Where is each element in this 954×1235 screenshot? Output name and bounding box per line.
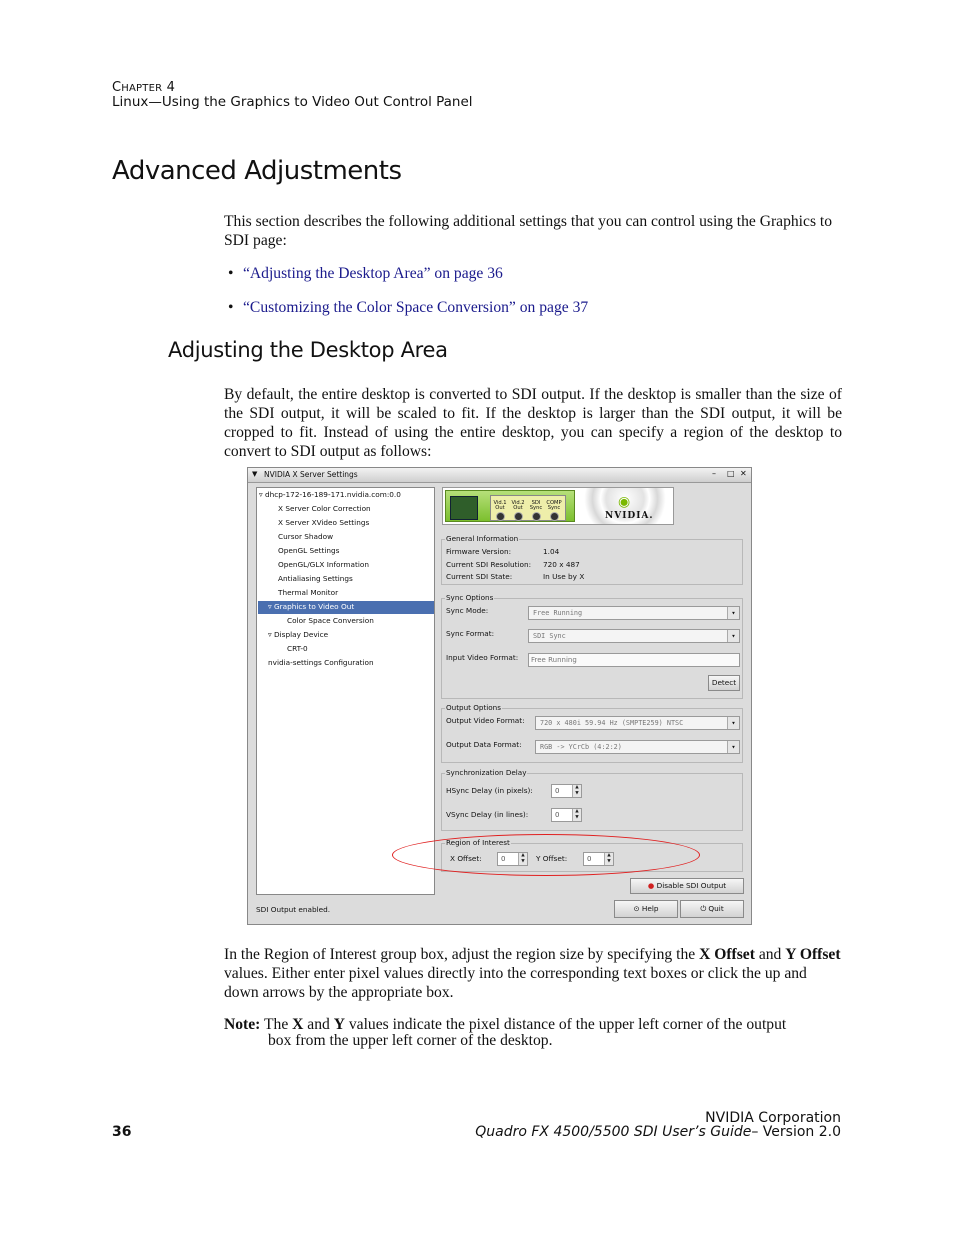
spin-arrows-icon[interactable]: ▲ ▼ <box>572 785 581 797</box>
sync-format-label: Sync Format: <box>446 629 495 638</box>
tree-item-color-correction[interactable]: X Server Color Correction <box>278 504 371 513</box>
tree-item-glx-info[interactable]: OpenGL/GLX Information <box>278 560 369 569</box>
subsection-title: Adjusting the Desktop Area <box>168 338 448 362</box>
footer-company: NVIDIA Corporation <box>705 1110 841 1126</box>
disable-sdi-output-button[interactable]: ● Disable SDI Output <box>630 878 744 894</box>
sync-delay-group <box>441 768 743 831</box>
connector-label: Vid.1 Out <box>493 500 507 511</box>
output-options-group <box>441 703 743 763</box>
minimize-icon[interactable]: – <box>712 469 716 478</box>
tree-item-xvideo[interactable]: X Server XVideo Settings <box>278 518 370 527</box>
general-info-group <box>441 534 743 585</box>
sync-format-combo[interactable]: SDI Sync ▾ <box>528 629 740 643</box>
chevron-down-icon[interactable]: ▾ <box>727 741 739 753</box>
connector-icon <box>514 512 523 521</box>
chapter-subtitle: Linux—Using the Graphics to Video Out Control Panel <box>112 94 473 110</box>
tree-item-opengl[interactable]: OpenGL Settings <box>278 546 340 555</box>
tree-item-display-device[interactable]: ▿ Display Device <box>268 630 329 639</box>
window-title: NVIDIA X Server Settings <box>264 470 358 479</box>
expand-arrow-icon[interactable]: ▿ <box>268 630 272 639</box>
tree-item-configuration[interactable]: nvidia-settings Configuration <box>268 658 374 667</box>
close-icon[interactable]: ✕ <box>740 469 747 478</box>
connector-icon <box>550 512 559 521</box>
nvidia-eye-icon: ◉ <box>618 494 631 510</box>
settings-tree <box>256 487 435 895</box>
group-title: Output Options <box>446 703 501 712</box>
hsync-delay-spinner[interactable]: 0 ▲ ▼ <box>551 784 582 798</box>
group-title: General Information <box>446 534 519 543</box>
tree-item-graphics-to-video-out[interactable]: ▿ Graphics to Video Out <box>268 602 355 611</box>
help-icon: ⊙ <box>633 904 640 913</box>
sdi-state-label: Current SDI State: <box>446 572 513 581</box>
hsync-delay-label: HSync Delay (in pixels): <box>446 786 533 795</box>
maximize-icon[interactable]: □ <box>727 469 735 478</box>
roi-instructions-paragraph: In the Region of Interest group box, adjust the region size by specifying the X Offset and Y Offset values. Either enter pixel values directly into the corresponding text boxes or click the up and down arrows by the appropriate box. <box>224 946 841 1001</box>
connector-label: SDI Sync <box>529 500 543 511</box>
chevron-down-icon[interactable]: ▾ <box>727 717 739 729</box>
tree-item-cursor-shadow[interactable]: Cursor Shadow <box>278 532 334 541</box>
window-titlebar <box>248 468 751 483</box>
intro-paragraph: This section describes the following additional settings that you can control using the Graphics to SDI page: <box>224 213 833 249</box>
firmware-value: 1.04 <box>543 547 560 556</box>
group-title: Synchronization Delay <box>446 768 527 777</box>
expand-arrow-icon[interactable]: ▿ <box>268 602 272 611</box>
stop-icon: ● <box>647 881 655 890</box>
help-button[interactable]: ⊙ Help <box>614 900 678 918</box>
quit-button[interactable]: ⏻ Quit <box>680 900 744 918</box>
chapter-label: CHAPTER 4 <box>112 80 176 95</box>
note-paragraph: Note: The X and Y values indicate the pixel distance of the upper left corner of the output <box>224 1016 787 1033</box>
board-icon <box>450 496 478 520</box>
connector-icon <box>532 512 541 521</box>
vsync-delay-spinner[interactable]: 0 ▲ ▼ <box>551 808 582 822</box>
tree-item-antialiasing[interactable]: Antialiasing Settings <box>278 574 353 583</box>
note-paragraph-line2: box from the upper left corner of the desktop. <box>268 1032 553 1049</box>
footer-doc-title: Quadro FX 4500/5500 SDI User’s Guide– Version 2.0 <box>475 1124 841 1140</box>
output-data-format-combo[interactable]: RGB -> YCrCb (4:2:2) ▾ <box>535 740 740 754</box>
group-title: Sync Options <box>446 593 494 602</box>
quit-icon: ⏻ <box>700 904 707 913</box>
chevron-down-icon[interactable]: ▾ <box>727 630 739 642</box>
sync-mode-combo[interactable]: Free Running ▾ <box>528 606 740 620</box>
output-video-format-combo[interactable]: 720 x 480i 59.94 Hz (SMPTE259) NTSC ▾ <box>535 716 740 730</box>
connector-label: COMP Sync <box>546 500 562 511</box>
vsync-delay-label: VSync Delay (in lines): <box>446 810 529 819</box>
bullet-dot: • <box>228 299 234 316</box>
input-video-format-field[interactable]: Free Running <box>528 653 740 667</box>
page-number: 36 <box>112 1124 132 1140</box>
spin-arrows-icon[interactable]: ▲ ▼ <box>518 853 527 865</box>
sdi-state-value: In Use by X <box>543 572 585 581</box>
graphics-to-video-out-page <box>440 487 745 895</box>
spin-arrows-icon[interactable]: ▲ ▼ <box>572 809 581 821</box>
x-offset-label: X Offset: <box>450 854 482 863</box>
detect-button[interactable]: Detect <box>708 675 740 691</box>
bullet-dot: • <box>228 265 234 282</box>
connector-label: Vid.2 Out <box>511 500 525 511</box>
body-paragraph: By default, the entire desktop is converted to SDI output. If the desktop is smaller than the size of the SDI output, it will be scaled to fit. If the desktop is larger than the SDI output, it will be cropped to fit. Instead of using the entire desktop, you can specify a region of the desktop to convert to SDI output as follows: <box>224 386 842 460</box>
group-title: Region of Interest <box>446 838 510 847</box>
expand-arrow-icon[interactable]: ▿ <box>259 490 263 499</box>
nvidia-settings-screenshot <box>247 467 752 925</box>
tree-item-crt-0[interactable]: CRT-0 <box>287 644 308 653</box>
highlight-oval <box>392 834 700 876</box>
sdi-resolution-label: Current SDI Resolution: <box>446 560 532 569</box>
sync-mode-label: Sync Mode: <box>446 606 489 615</box>
link-adjusting-desktop-area[interactable]: “Adjusting the Desktop Area” on page 36 <box>243 265 503 282</box>
section-title: Advanced Adjustments <box>112 156 402 186</box>
firmware-label: Firmware Version: <box>446 547 512 556</box>
window-menu-icon[interactable]: ▼ <box>252 470 258 478</box>
output-data-format-label: Output Data Format: <box>446 740 522 749</box>
y-offset-spinner[interactable]: 0 ▲ ▼ <box>583 852 614 866</box>
chevron-down-icon[interactable]: ▾ <box>727 607 739 619</box>
sdi-banner <box>442 487 674 525</box>
connector-panel <box>490 495 566 521</box>
tree-item-server[interactable]: ▿ dhcp-172-16-189-171.nvidia.com:0.0 <box>259 490 401 499</box>
sync-options-group <box>441 593 743 699</box>
tree-item-color-space-conversion[interactable]: Color Space Conversion <box>287 616 374 625</box>
y-offset-label: Y Offset: <box>536 854 568 863</box>
link-customizing-color-space[interactable]: “Customizing the Color Space Conversion” on page 37 <box>243 299 589 316</box>
x-offset-spinner[interactable]: 0 ▲ ▼ <box>497 852 528 866</box>
nvidia-logo: NVIDIA. <box>605 511 654 521</box>
output-video-format-label: Output Video Format: <box>446 716 525 725</box>
tree-item-thermal[interactable]: Thermal Monitor <box>278 588 339 597</box>
input-video-format-label: Input Video Format: <box>446 653 519 662</box>
spin-arrows-icon[interactable]: ▲ ▼ <box>604 853 613 865</box>
sdi-resolution-value: 720 x 487 <box>543 560 580 569</box>
sdi-board-graphic <box>445 490 575 522</box>
connector-icon <box>496 512 505 521</box>
status-bar-text: SDI Output enabled. <box>256 905 331 914</box>
